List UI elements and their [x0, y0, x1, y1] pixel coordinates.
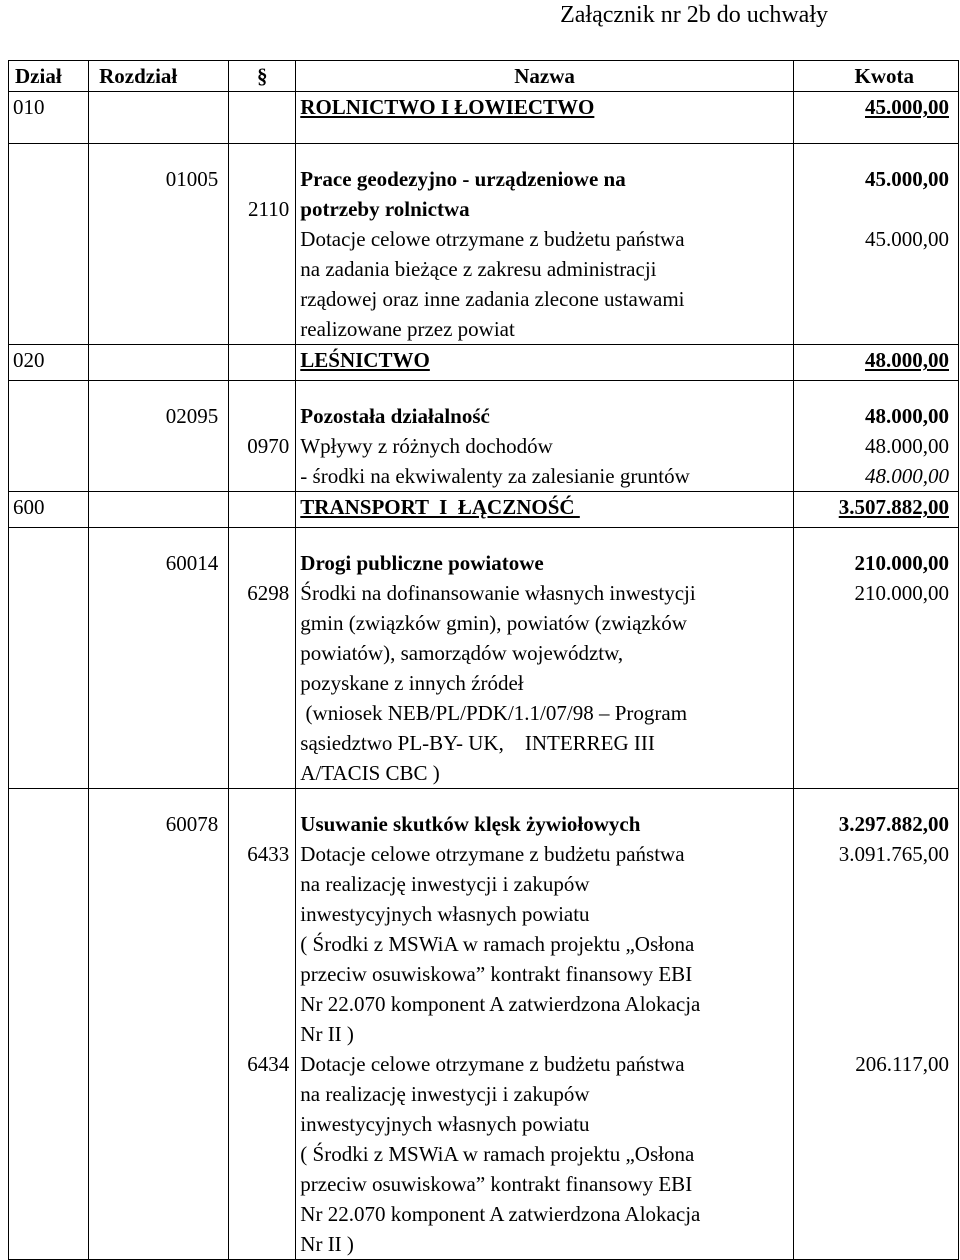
paragraph-desc-line: Dotacje celowe otrzymane z budżetu państwa [300, 842, 685, 866]
dzial-amount: 3.507.882,00 [793, 492, 958, 528]
dzial-name: LEŚNICTWO [296, 345, 794, 381]
dzial-name: ROLNICTWO I ŁOWIECTWO [296, 92, 794, 144]
rozdzial-name [296, 789, 794, 1260]
paragraph-code: 6298 [229, 528, 296, 789]
paragraph-desc-line: Dotacje celowe otrzymane z budżetu państwa [300, 1052, 685, 1076]
rozdzial-name-line: Usuwanie skutków klęsk żywiołowych [300, 812, 641, 836]
rozdzial-code: 60078 [89, 789, 229, 1260]
dzial-row-010 [9, 92, 959, 144]
rozdzial-code: 01005 [89, 144, 229, 345]
dzial-name: TRANSPORT I ŁĄCZNOŚĆ [296, 492, 794, 528]
dzial-amount: 45.000,00 [793, 92, 958, 144]
paragraph-desc-line: Wpływy z różnych dochodów [300, 434, 553, 458]
rozdzial-code: 02095 [89, 381, 229, 492]
paragraph-desc-line: inwestycyjnych własnych powiatu [300, 902, 590, 926]
paragraph-amount: 210.000,00 [854, 581, 949, 605]
paragraph-code: 2110 [229, 144, 296, 345]
rozdzial-amount: 210.000,00 [854, 551, 949, 575]
paragraph-amount: 45.000,00 [865, 227, 949, 251]
header-rozdzial: Rozdział [89, 61, 229, 92]
paragraph-desc-line: ( Środki z MSWiA w ramach projektu „Osłona [300, 1142, 695, 1166]
rozdzial-row-01005 [9, 144, 959, 345]
rozdzial-name [296, 381, 794, 492]
rozdzial-amount: 48.000,00 [865, 404, 949, 428]
amount-cell [793, 528, 958, 789]
paragraph-desc-line: na realizację inwestycji i zakupów [300, 872, 590, 896]
paragraph-amount: 206.117,00 [855, 1052, 949, 1076]
rozdzial-name [296, 528, 794, 789]
dzial-amount: 48.000,00 [793, 345, 958, 381]
paragraph-desc-line: Nr II ) [300, 1022, 354, 1046]
paragraph-symbol-icon: § [257, 64, 268, 88]
dzial-row-600 [9, 492, 959, 528]
dzial-code: 600 [9, 492, 89, 528]
budget-table [8, 60, 959, 1260]
amount-cell [793, 144, 958, 345]
paragraph-desc-line: (wniosek NEB/PL/PDK/1.1/07/98 – Program [300, 701, 688, 725]
paragraph-desc-line: ( Środki z MSWiA w ramach projektu „Osłona [300, 932, 695, 956]
paragraph-code: 0970 [229, 381, 296, 492]
paragraph-desc-line: gmin (związków gmin), powiatów (związków [300, 611, 687, 635]
rozdzial-row-02095 [9, 381, 959, 492]
paragraph-desc-line: sąsiedztwo PL-BY- UK, INTERREG III [300, 731, 655, 755]
rozdzial-amount: 3.297.882,00 [838, 812, 949, 836]
dzial-row-020 [9, 345, 959, 381]
paragraph-desc-line: Nr 22.070 komponent A zatwierdzona Alokacja [300, 1202, 701, 1226]
rozdzial-row-60078 [9, 789, 959, 1260]
paragraph-desc-line: A/TACIS CBC ) [300, 761, 440, 785]
paragraph-desc-line: przeciw osuwiskowa” kontrakt finansowy EBI [300, 1172, 693, 1196]
paragraph-desc-line: pozyskane z innych źródeł [300, 671, 524, 695]
dzial-code: 010 [9, 92, 89, 144]
paragraph-desc-line: rządowej oraz inne zadania zlecone ustawami [300, 287, 685, 311]
amount-cell [793, 381, 958, 492]
paragraph-sub-amount: 48.000,00 [865, 464, 949, 488]
rozdzial-name-line: Pozostała działalność [300, 404, 490, 428]
header-nazwa: Nazwa [296, 61, 794, 92]
header-kwota: Kwota [793, 61, 958, 92]
paragraph-amount: 48.000,00 [865, 434, 949, 458]
header-row [9, 61, 959, 92]
rozdzial-name-line: potrzeby rolnictwa [300, 197, 470, 221]
paragraph-desc-line: Nr II ) [300, 1232, 354, 1256]
paragraph-desc-line: realizowane przez powiat [300, 317, 515, 341]
paragraph-desc-line: przeciw osuwiskowa” kontrakt finansowy EBI [300, 962, 693, 986]
header-dzial: Dział [9, 61, 89, 92]
paragraph-desc-line: inwestycyjnych własnych powiatu [300, 1112, 590, 1136]
paragraph-desc-line: na realizację inwestycji i zakupów [300, 1082, 590, 1106]
amount-cell [793, 789, 958, 1260]
dzial-code: 020 [9, 345, 89, 381]
paragraph-desc-line: powiatów), samorządów województw, [300, 641, 624, 665]
paragraph-desc-line: Dotacje celowe otrzymane z budżetu państwa [300, 227, 685, 251]
paragraph-desc-line: na zadania bieżące z zakresu administracji [300, 257, 657, 281]
rozdzial-name [296, 144, 794, 345]
rozdzial-code: 60014 [89, 528, 229, 789]
header-paragraph [229, 61, 296, 92]
rozdzial-amount: 45.000,00 [865, 167, 949, 191]
paragraph-sub-desc: - środki na ekwiwalenty za zalesianie gruntów [300, 464, 690, 488]
rozdzial-name-line: Drogi publiczne powiatowe [300, 551, 544, 575]
rozdzial-name-line: Prace geodezyjno - urządzeniowe na [300, 167, 626, 191]
paragraph-amount: 3.091.765,00 [838, 842, 949, 866]
paragraph-code: 6433 6434 [229, 789, 296, 1260]
paragraph-desc-line: Nr 22.070 komponent A zatwierdzona Alokacja [300, 992, 701, 1016]
document-title: Załącznik nr 2b do uchwały [560, 2, 828, 28]
paragraph-desc-line: Środki na dofinansowanie własnych inwestycji [300, 581, 696, 605]
rozdzial-row-60014 [9, 528, 959, 789]
